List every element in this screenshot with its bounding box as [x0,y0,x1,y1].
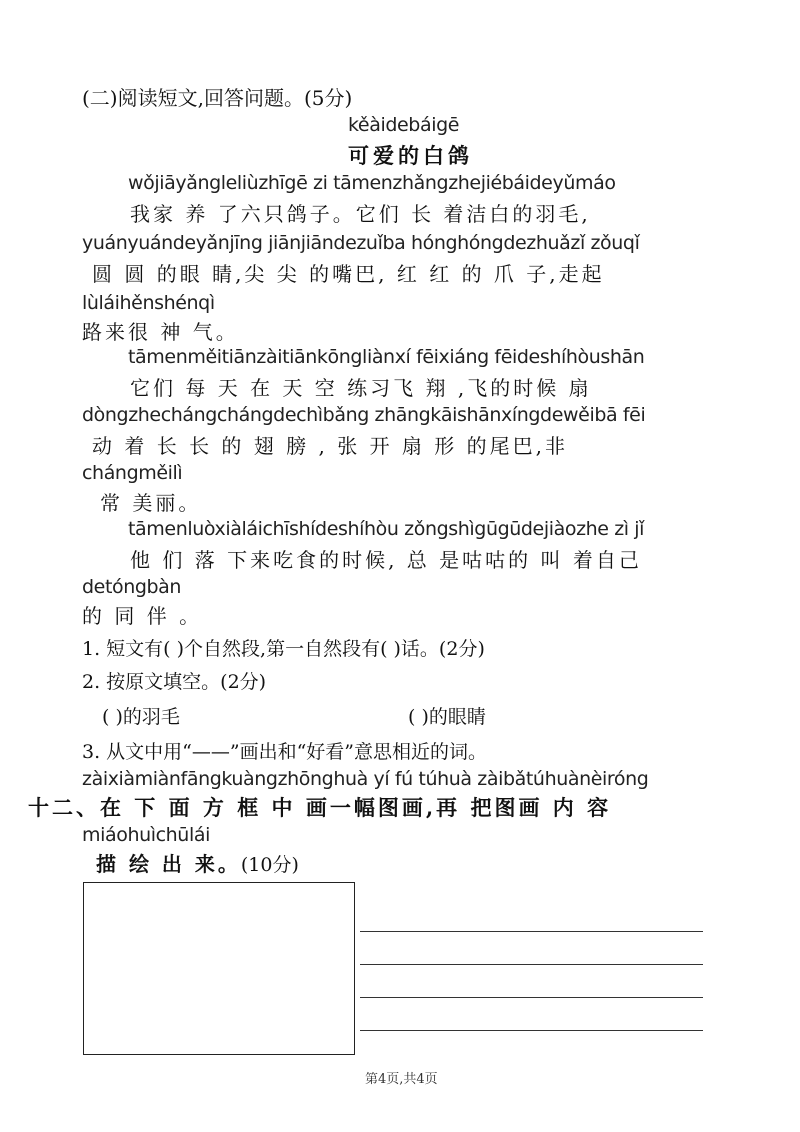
section12-points: (10分) [240,854,299,876]
passage-title: 可爱的白鸽 [348,143,473,168]
title-pinyin: kěàidebáigē [348,114,460,136]
writing-line-1[interactable] [360,931,703,932]
section12-pinyin-2: miáohuìchūlái [82,824,210,846]
passage-pinyin-4: tāmenměitiānzàitiānkōngliànxí fēixiáng fēideshíhòushān [128,346,645,368]
writing-line-4[interactable] [360,1030,703,1031]
passage-text-2: 圆 圆 的眼 睛,尖 尖 的嘴巴, 红 红 的 爪 子,走起 [92,262,605,286]
passage-pinyin-8: detóngbàn [82,576,182,598]
passage-pinyin-2: yuányuándeyǎnjīng jiānjiāndezuǐba hónghóngdezhuǎzǐ zǒuqǐ [82,232,640,254]
question-2-blank-2: ( )的眼睛 [408,706,486,728]
passage-text-1: 我家 养 了六只鸽子。它们 长 着洁白的羽毛, [130,202,591,226]
passage-text-8: 的 同 伴 。 [82,604,203,628]
question-2: 2. 按原文填空。(2分) [82,671,267,693]
section12-pinyin-1: zàixiàmiànfāngkuàngzhōnghuà yí fú túhuà zàibǎtúhuànèiróng [82,768,649,790]
passage-text-5: 动 着 长 长 的 翅 膀 , 张 开 扇 形 的尾巴,非 [92,434,569,458]
page-footer: 第4页,共4页 [365,1072,438,1087]
section12-text-2: 描 绘 出 来。 [96,852,241,876]
writing-line-2[interactable] [360,964,703,965]
passage-text-7: 他 们 落 下来吃食的时候, 总 是咕咕的 叫 着自己 [130,548,642,572]
passage-pinyin-1: wǒjiāyǎngleliùzhīgē zi tāmenzhǎngzhejiébáideyǔmáo [128,172,616,194]
question-1: 1. 短文有( )个自然段,第一自然段有( )话。(2分) [82,638,485,660]
section12-text-1: 十二、在 下 面 方 框 中 画一幅图画,再 把图画 内 容 [28,795,612,820]
question-3: 3. 从文中用“——”画出和“好看”意思相近的词。 [82,741,488,763]
passage-pinyin-7: tāmenluòxiàláichīshídeshíhòu zǒngshìgūgūdejiàozhe zì jǐ [128,518,645,540]
passage-pinyin-3: lùláihěnshénqì [82,292,215,314]
passage-text-3: 路来很 神 气。 [82,320,239,344]
passage-pinyin-6: chángměilì [82,462,183,484]
passage-pinyin-5: dòngzhechángchángdechìbǎng zhāngkāishānxíngdewěibā fēi [82,404,646,426]
passage-text-4: 它们 每 天 在 天 空 练习飞 翔 ,飞的时候 扇 [130,376,592,400]
question-2-blank-1: ( )的羽毛 [102,706,180,728]
passage-text-6: 常 美丽。 [100,491,202,515]
section12-line-2 [96,848,299,877]
writing-line-3[interactable] [360,997,703,998]
section-heading: (二)阅读短文,回答问题。(5分) [82,86,353,110]
drawing-box[interactable] [83,882,355,1055]
